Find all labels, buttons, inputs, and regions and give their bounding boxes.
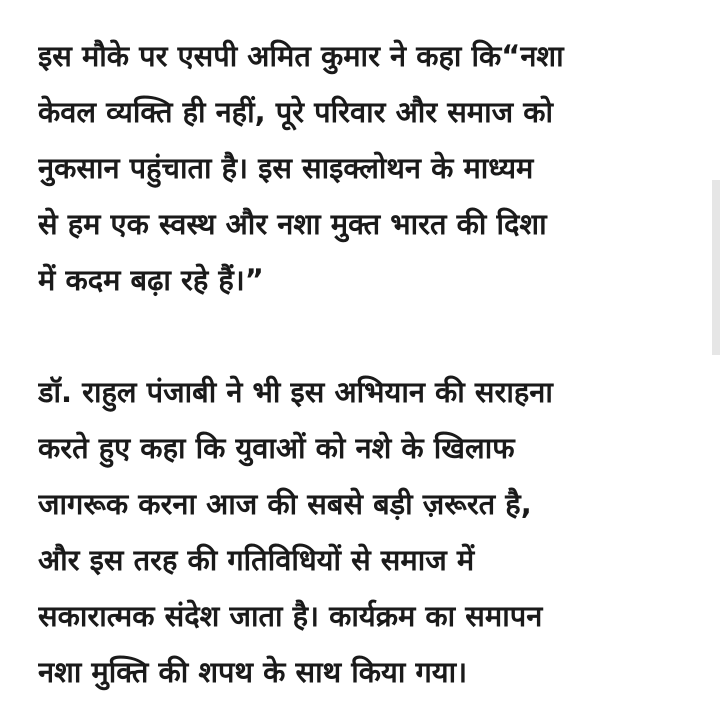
paragraph-sp-quote: [38, 28, 688, 308]
text-line: और इस तरह की गतिविधियों से समाज में: [38, 543, 475, 577]
text-line: सकारात्मक संदेश जाता है। कार्यक्रम का समापन: [38, 599, 543, 633]
text-line: में कदम बढ़ा रहे हैं।”: [38, 263, 264, 297]
text-line: से हम एक स्वस्थ और नशा मुक्त भारत की दिशा: [38, 207, 547, 241]
text-line: नशा मुक्ति की शपथ के साथ किया गया।: [38, 655, 468, 689]
paragraph-doctor-statement: [38, 364, 688, 700]
text-line: डॉ. राहुल पंजाबी ने भी इस अभियान की सराहना: [38, 375, 553, 409]
scrollbar-track[interactable]: [712, 180, 720, 355]
text-line: केवल व्यक्ति ही नहीं, पूरे परिवार और समाज को: [38, 95, 554, 129]
text-line: इस मौके पर एसपी अमित कुमार ने कहा कि“नशा: [38, 39, 564, 73]
text-line: नुकसान पहुंचाता है। इस साइक्लोथन के माध्यम: [38, 151, 534, 185]
text-line: करते हुए कहा कि युवाओं को नशे के खिलाफ: [38, 431, 515, 465]
article-body: [38, 28, 688, 700]
text-line: जागरूक करना आज की सबसे बड़ी ज़रूरत है,: [38, 487, 532, 521]
